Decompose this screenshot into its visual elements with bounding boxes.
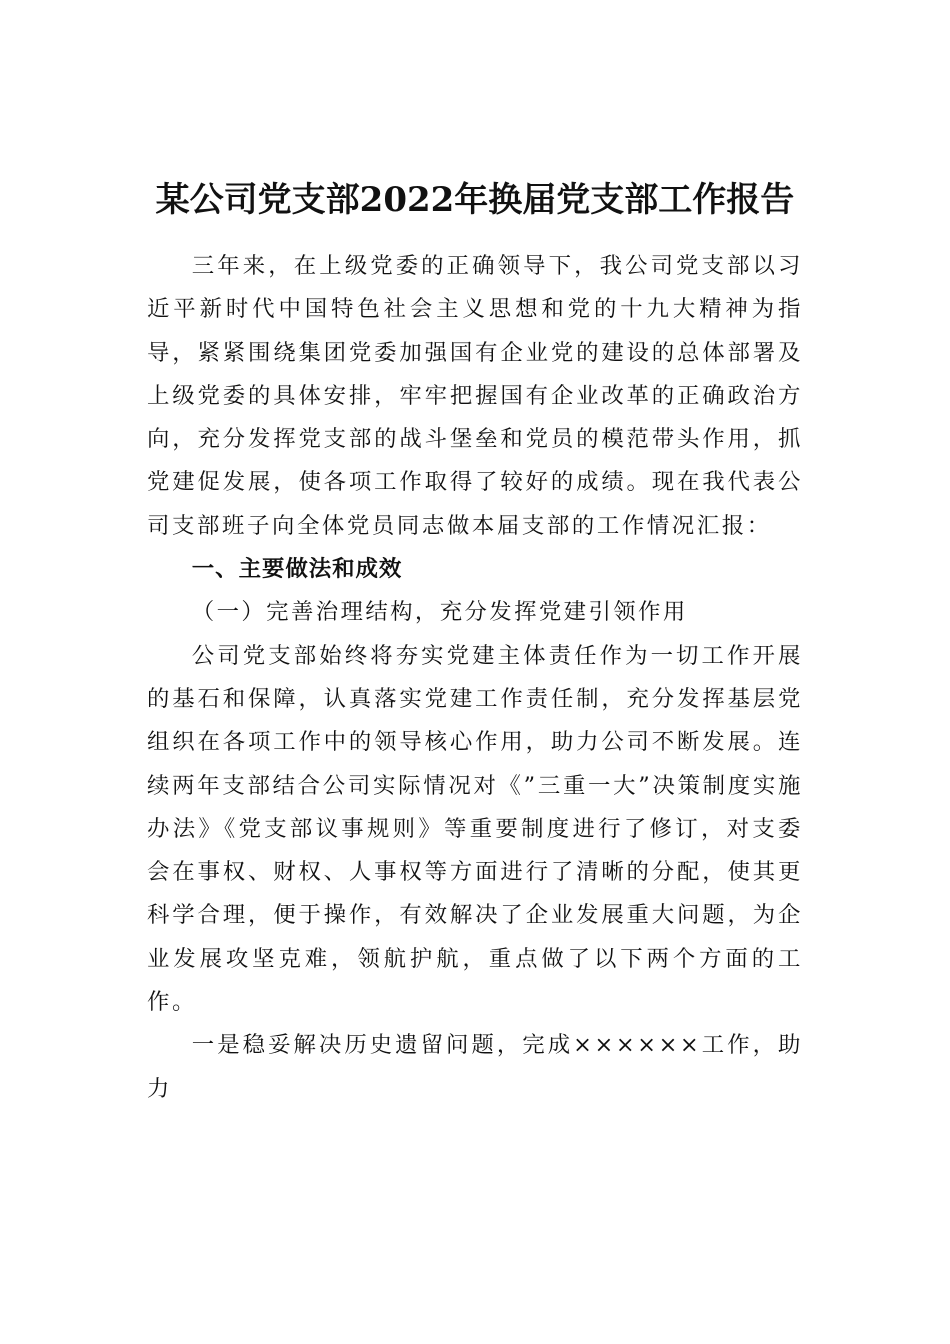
body-paragraph: 一是稳妥解决历史遗留问题，完成××××××工作，助力 bbox=[147, 1032, 803, 1102]
document-body bbox=[147, 245, 803, 1111]
section-heading-1: 一、主要做法和成效 bbox=[191, 556, 403, 583]
document-title: 某公司党支部2022年换届党支部工作报告 bbox=[155, 180, 795, 220]
intro-paragraph: 三年来，在上级党委的正确领导下，我公司党支部以习近平新时代中国特色社会主义思想和党的十九大精神为指导，紧紧围绕集团党委加强国有企业党的建设的总体部署及上级党委的具体安排，牢牢把握国有企业改革的正确政治方向，充分发挥党支部的战斗堡垒和党员的模范带头作用，抓党建促发展，使各项工作取得了较好的成绩。现在我代表公司支部班子向全体党员同志做本届支部的工作情况汇报： bbox=[147, 253, 803, 539]
body-paragraph: 公司党支部始终将夯实党建主体责任作为一切工作开展的基石和保障，认真落实党建工作责任制，充分发挥基层党组织在各项工作中的领导核心作用，助力公司不断发展。连续两年支部结合公司实际情况对《”三重一大”决策制度实施办法》《党支部议事规则》等重要制度进行了修订，对支委会在事权、财权、人事权等方面进行了清晰的分配，使其更科学合理，便于操作，有效解决了企业发展重大问题，为企业发展攻坚克难，领航护航，重点做了以下两个方面的工作。 bbox=[147, 642, 803, 1016]
subsection-heading-1: （一）完善治理结构，充分发挥党建引领作用 bbox=[191, 599, 688, 626]
